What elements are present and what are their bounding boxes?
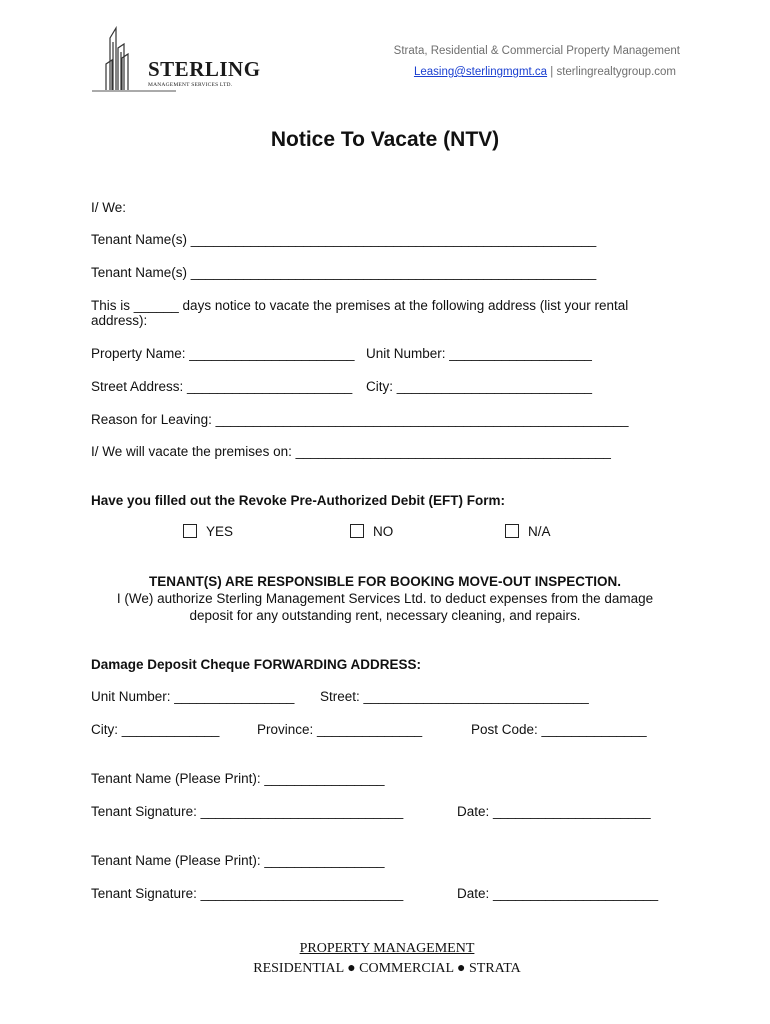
forwarding-city-field[interactable]: City: _____________ xyxy=(91,722,220,737)
forwarding-postcode-field[interactable]: Post Code: ______________ xyxy=(471,722,647,737)
move-out-heading: TENANT(S) ARE RESPONSIBLE FOR BOOKING MOVE-OUT INSPECTION. xyxy=(148,574,622,589)
forwarding-heading: Damage Deposit Cheque FORWARDING ADDRESS: xyxy=(91,657,422,672)
property-name-field[interactable]: Property Name: ______________________ xyxy=(91,346,355,361)
na-label: N/A xyxy=(528,524,551,539)
page-title: Notice To Vacate (NTV) xyxy=(270,128,500,151)
checkbox-square-icon[interactable] xyxy=(183,524,197,538)
forwarding-unit-field[interactable]: Unit Number: ________________ xyxy=(91,689,295,704)
street-address-field[interactable]: Street Address: ______________________ xyxy=(91,379,353,394)
tenant-print-name-1[interactable]: Tenant Name (Please Print): ________________ xyxy=(91,771,385,786)
forwarding-street-field[interactable]: Street: ______________________________ xyxy=(320,689,589,704)
city-field[interactable]: City: __________________________ xyxy=(366,379,592,394)
forwarding-province-field[interactable]: Province: ______________ xyxy=(257,722,423,737)
signature-date-2[interactable]: Date: ______________________ xyxy=(457,886,659,901)
authorization-line-1: I (We) authorize Sterling Management Services Ltd. to deduct expenses from the damage xyxy=(116,591,654,606)
email-link[interactable]: Leasing@sterlingmgmt.ca xyxy=(413,66,548,78)
company-logo xyxy=(88,24,268,96)
no-checkbox[interactable] xyxy=(350,524,393,539)
checkbox-square-icon[interactable] xyxy=(350,524,364,538)
checkbox-square-icon[interactable] xyxy=(505,524,519,538)
contact-separator: | xyxy=(547,66,557,78)
tenant-name-field-1[interactable]: Tenant Name(s) ______________________________________________________ xyxy=(91,232,597,247)
vacate-date-field[interactable]: I/ We will vacate the premises on: __________________________________________ xyxy=(91,444,611,459)
logo-wordmark: STERLING xyxy=(148,57,261,81)
no-label: NO xyxy=(373,524,394,539)
footer-property-management: PROPERTY MANAGEMENT xyxy=(299,941,475,956)
eft-question: Have you filled out the Revoke Pre-Authorized Debit (EFT) Form: xyxy=(91,493,506,508)
tenant-name-field-2[interactable]: Tenant Name(s) ______________________________________________________ xyxy=(91,265,597,280)
i-we-label: I/ We: xyxy=(91,200,127,215)
tenant-signature-2[interactable]: Tenant Signature: ___________________________ xyxy=(91,886,404,901)
footer-line-1 xyxy=(0,941,770,957)
signature-date-1[interactable]: Date: _____________________ xyxy=(457,804,651,819)
tenant-print-name-2[interactable]: Tenant Name (Please Print): ________________ xyxy=(91,853,385,868)
footer-line-2: RESIDENTIAL ● COMMERCIAL ● STRATA xyxy=(253,961,521,976)
header-contact xyxy=(414,66,676,78)
logo-subtitle: MANAGEMENT SERVICES LTD. xyxy=(148,82,233,88)
tenant-signature-1[interactable]: Tenant Signature: ___________________________ xyxy=(91,804,404,819)
yes-checkbox[interactable] xyxy=(183,524,233,539)
yes-label: YES xyxy=(206,524,234,539)
na-checkbox[interactable] xyxy=(505,524,551,539)
notice-days-line-cont: address): xyxy=(91,313,148,328)
authorization-line-2: deposit for any outstanding rent, necessary cleaning, and repairs. xyxy=(189,608,581,623)
reason-field[interactable]: Reason for Leaving: _______________________________________________________ xyxy=(91,412,629,427)
header-tagline: Strata, Residential & Commercial Property Management xyxy=(393,45,680,57)
notice-days-line[interactable]: This is ______ days notice to vacate the premises at the following address (list your rental xyxy=(91,298,629,313)
website-text: sterlingrealtygroup.com xyxy=(556,66,676,78)
unit-number-field[interactable]: Unit Number: ___________________ xyxy=(366,346,592,361)
